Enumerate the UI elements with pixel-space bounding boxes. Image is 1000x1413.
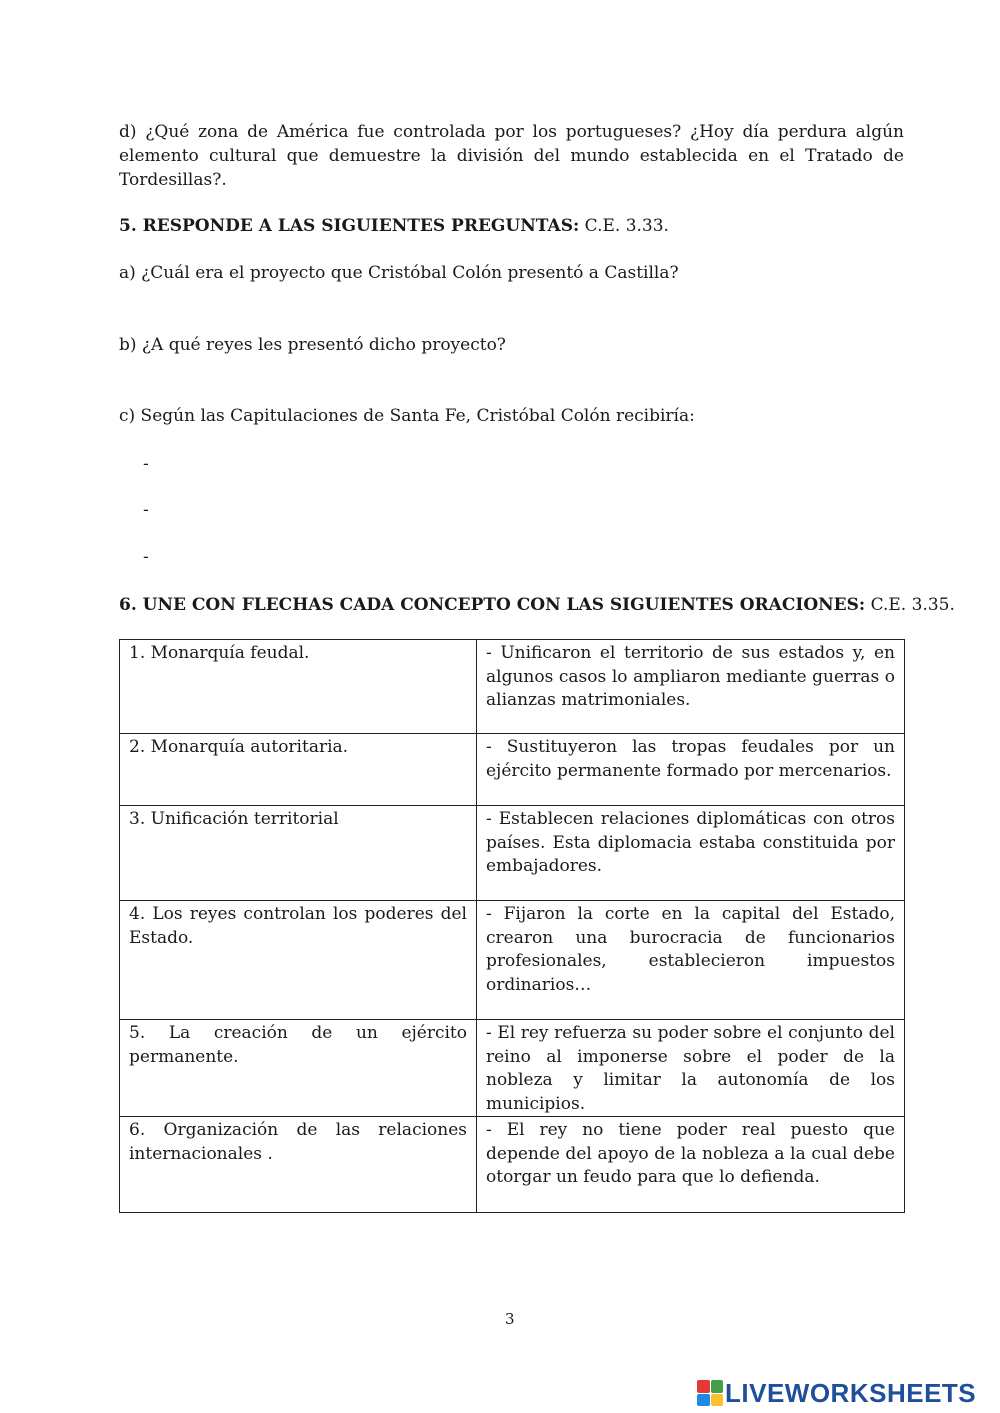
concept-cell[interactable]: 2. Monarquía autoritaria. (120, 734, 477, 806)
concept-cell[interactable]: 3. Unificación territorial (120, 806, 477, 901)
logo-square (697, 1380, 710, 1393)
table-row (120, 806, 905, 901)
question-c: c) Según las Capitulaciones de Santa Fe, Cristóbal Colón recibiría: (119, 406, 695, 426)
section-6-heading (119, 593, 955, 617)
section-6-code: C.E. 3.35. (870, 595, 955, 615)
liveworksheets-logo (697, 1377, 976, 1409)
logo-square (711, 1394, 724, 1407)
table-row (120, 640, 905, 734)
table-row (120, 1117, 905, 1213)
concept-cell[interactable]: 1. Monarquía feudal. (120, 640, 477, 734)
concept-cell[interactable]: 4. Los reyes controlan los poderes del Estado. (120, 901, 477, 1020)
sentence-cell[interactable]: - El rey refuerza su poder sobre el conjunto del reino al imponerse sobre el poder de la nobleza y limitar la autonomía de los municipios. (477, 1020, 905, 1117)
answer-dash-3: - (143, 547, 149, 567)
concept-cell[interactable]: 5. La creación de un ejército permanente. (120, 1020, 477, 1117)
sentence-cell[interactable]: - Fijaron la corte en la capital del Estado, crearon una burocracia de funcionarios profesionales, establecieron impuestos ordinarios… (477, 901, 905, 1020)
table-row (120, 734, 905, 806)
logo-square (711, 1380, 724, 1393)
section-5-heading (119, 214, 669, 238)
concept-cell[interactable]: 6. Organización de las relaciones internacionales . (120, 1117, 477, 1213)
table-row (120, 1020, 905, 1117)
answer-dash-1: - (143, 454, 149, 474)
table-row (120, 901, 905, 1020)
question-b: b) ¿A qué reyes les presentó dicho proyecto? (119, 335, 506, 355)
logo-text: LIVEWORKSHEETS (725, 1377, 977, 1408)
question-d: d) ¿Qué zona de América fue controlada por los portugueses? ¿Hoy día perdura algún elemento cultural que demuestre la división del mundo establecida en el Tratado de Tordesillas?. (119, 122, 904, 190)
question-a: a) ¿Cuál era el proyecto que Cristóbal Colón presentó a Castilla? (119, 263, 679, 283)
section-6-title: 6. UNE CON FLECHAS CADA CONCEPTO CON LAS SIGUIENTES ORACIONES: (119, 595, 866, 615)
sentence-cell[interactable]: - Sustituyeron las tropas feudales por un ejército permanente formado por mercenarios. (477, 734, 905, 806)
answer-dash-2: - (143, 500, 149, 520)
logo-square (697, 1394, 710, 1407)
sentence-cell[interactable]: - Unificaron el territorio de sus estados y, en algunos casos lo ampliaron mediante guerras o alianzas matrimoniales. (477, 640, 905, 734)
page-number: 3 (505, 1310, 515, 1328)
sentence-cell[interactable]: - El rey no tiene poder real puesto que depende del apoyo de la nobleza a la cual debe otorgar un feudo para que lo defienda. (477, 1117, 905, 1213)
sentence-cell[interactable]: - Establecen relaciones diplomáticas con otros países. Esta diplomacia estaba constituida por embajadores. (477, 806, 905, 901)
section-5-title: 5. RESPONDE A LAS SIGUIENTES PREGUNTAS: (119, 216, 580, 236)
section-5-code: C.E. 3.33. (584, 216, 669, 236)
matching-table (119, 639, 905, 1213)
logo-mark-icon (697, 1380, 723, 1406)
